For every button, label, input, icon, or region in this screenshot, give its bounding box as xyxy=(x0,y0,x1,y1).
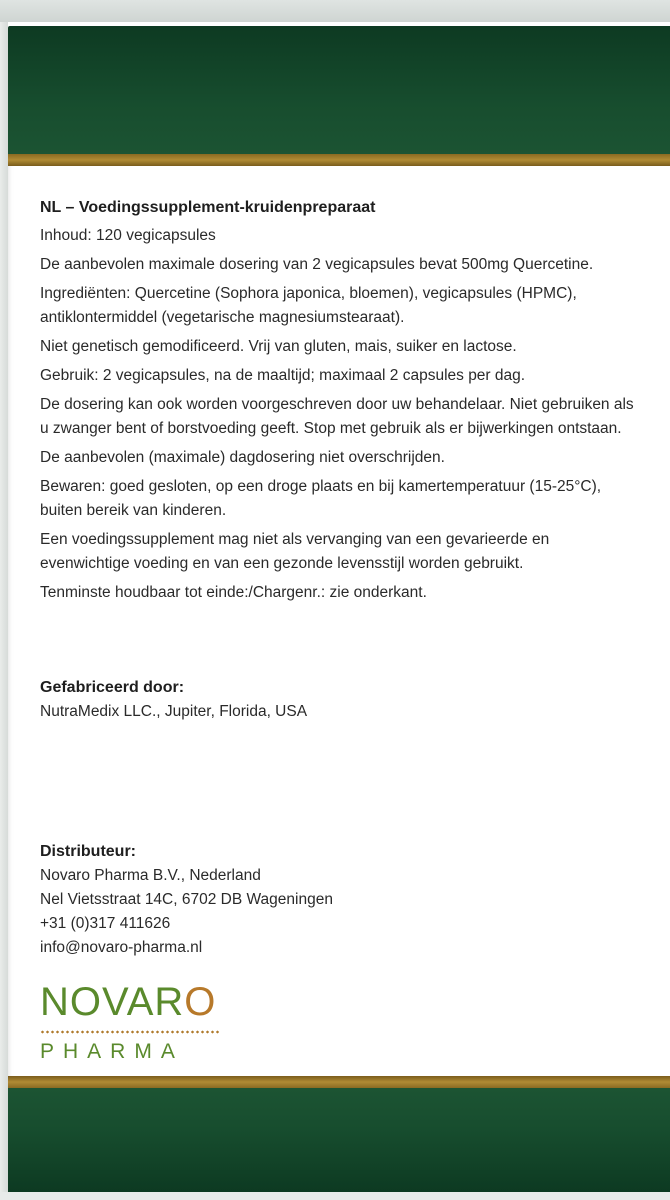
top-green-band xyxy=(8,26,670,156)
storage-line: Bewaren: goed gesloten, op een droge plaats en bij kamertemperatuur (15-25°C), buiten bereik van kinderen. xyxy=(40,478,602,519)
usage-line: Gebruik: 2 vegicapsules, na de maaltijd; maximaal 2 capsules per dag. xyxy=(40,367,526,384)
warning-line: De dosering kan ook worden voorgeschreven door uw behandelaar. Niet gebruiken als u zwanger bent of borstvoeding geeft. Stop met gebruik als er bijwerkingen ontstaan. xyxy=(40,396,634,437)
distributor-section xyxy=(40,840,640,960)
max-dose-line: De aanbevolen (maximale) dagdosering niet overschrijden. xyxy=(40,449,445,466)
bottom-green-band xyxy=(8,1088,670,1192)
distributor-label: Distributeur: xyxy=(40,843,136,860)
bottom-gold-stripe xyxy=(8,1076,670,1088)
logo-brand xyxy=(40,982,240,1022)
expiry-line: Tenminste houdbaar tot einde:/Chargenr.: zie onderkant. xyxy=(40,584,427,601)
manufacturer-label: Gefabriceerd door: xyxy=(40,679,185,696)
logo-brand-main: NOVAR xyxy=(40,980,185,1024)
top-gold-stripe xyxy=(8,154,670,166)
novaro-pharma-logo xyxy=(40,982,240,1064)
box-left-edge xyxy=(0,22,8,1192)
distributor-address: Nel Vietsstraat 14C, 6702 DB Wageningen xyxy=(40,891,333,908)
supplement-notice-line: Een voedingssupplement mag niet als vervanging van een gevarieerde en evenwichtige voeding en van een gezonde levensstijl worden gebruikt. xyxy=(40,531,550,572)
dosage-line: De aanbevolen maximale dosering van 2 vegicapsules bevat 500mg Quercetine. xyxy=(40,256,594,273)
content-line: Inhoud: 120 vegicapsules xyxy=(40,227,216,244)
box-bottom-edge xyxy=(0,1192,670,1200)
manufacturer-value: NutraMedix LLC., Jupiter, Florida, USA xyxy=(40,703,308,720)
product-description xyxy=(40,196,640,610)
product-heading: NL – Voedingssupplement-kruidenpreparaat xyxy=(40,199,376,216)
logo-subtitle: PHARMA xyxy=(40,1040,184,1063)
ingredients-line: Ingrediënten: Quercetine (Sophora japonica, bloemen), vegicapsules (HPMC), antiklontermiddel (vegetarische magnesiumstearaat). xyxy=(40,285,577,326)
distributor-phone: +31 (0)317 411626 xyxy=(40,915,171,932)
logo-brand-accent: O xyxy=(184,980,217,1024)
gmo-line: Niet genetisch gemodificeerd. Vrij van gluten, mais, suiker en lactose. xyxy=(40,338,517,355)
manufacturer-section xyxy=(40,676,640,724)
distributor-name: Novaro Pharma B.V., Nederland xyxy=(40,867,261,884)
logo-dotted-line xyxy=(40,1030,220,1034)
distributor-email: info@novaro-pharma.nl xyxy=(40,939,203,956)
